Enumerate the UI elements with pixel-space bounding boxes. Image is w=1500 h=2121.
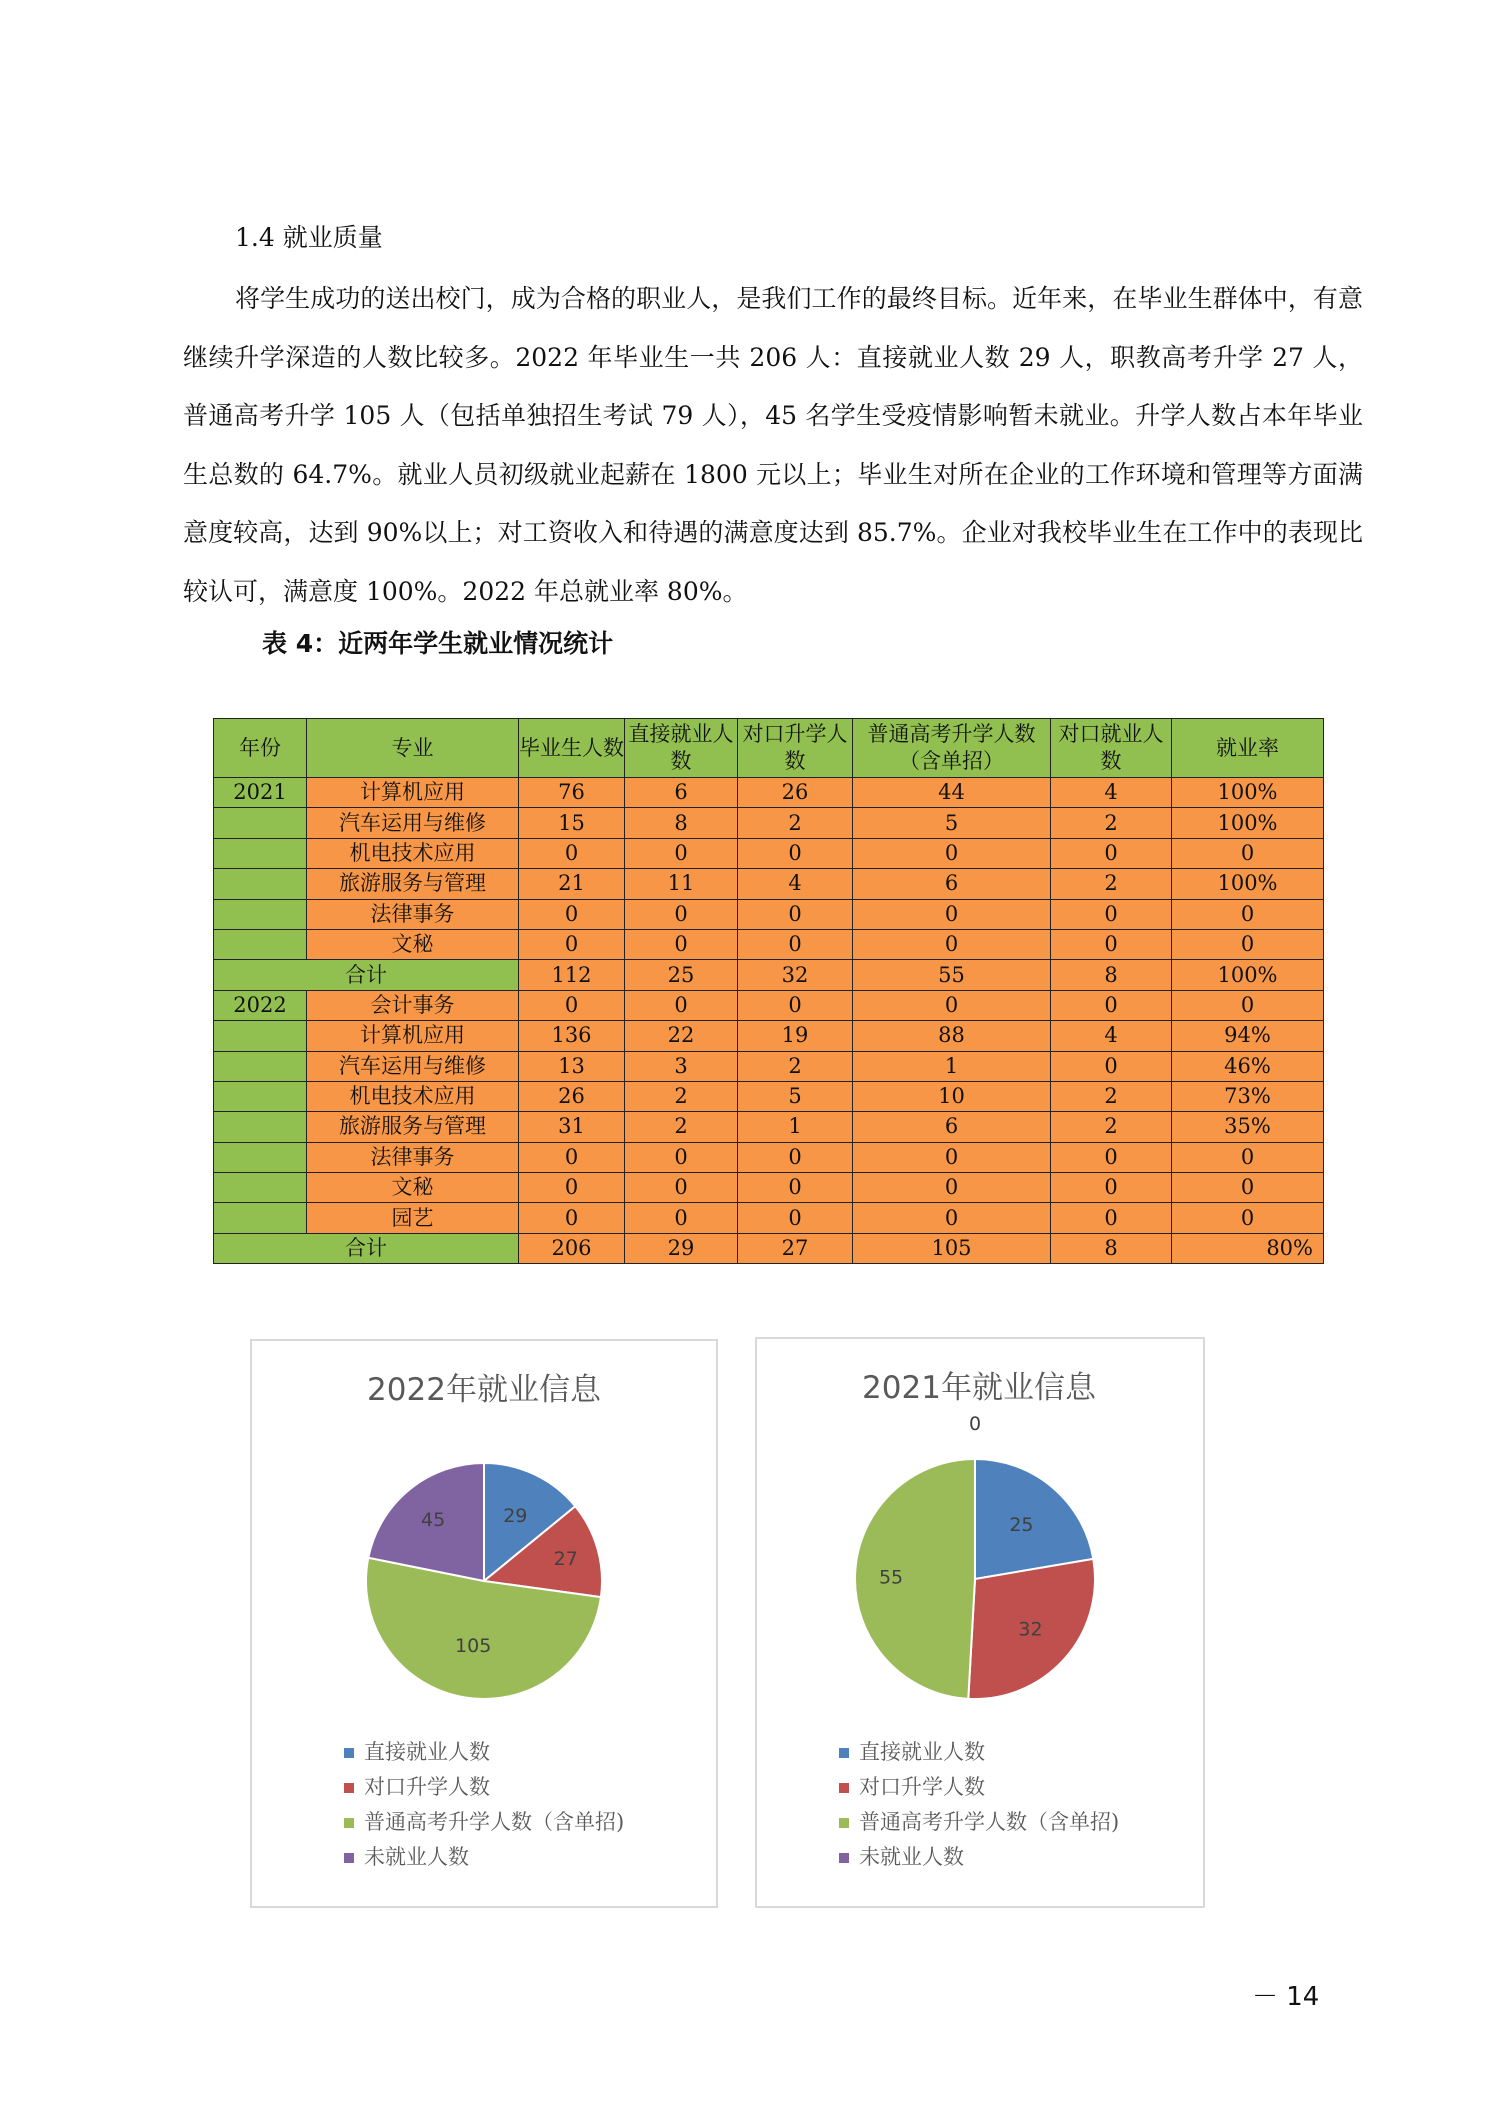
table-total-row bbox=[214, 960, 1324, 990]
table-cell: 0 bbox=[1172, 1173, 1324, 1203]
table-cell: 88 bbox=[853, 1021, 1051, 1051]
table-row bbox=[214, 869, 1324, 899]
table-cell: 1 bbox=[738, 1112, 853, 1142]
table-cell: 法律事务 bbox=[307, 1142, 519, 1172]
table-cell: 0 bbox=[738, 990, 853, 1020]
legend-label: 直接就业人数 bbox=[364, 1740, 490, 1764]
data-label: 29 bbox=[503, 1504, 528, 1527]
table-cell: 会计事务 bbox=[307, 990, 519, 1020]
table-cell: 13 bbox=[519, 1051, 625, 1081]
table-cell: 0 bbox=[519, 929, 625, 959]
table-cell: 文秘 bbox=[307, 929, 519, 959]
table-row bbox=[214, 1173, 1324, 1203]
legend-swatch bbox=[839, 1818, 849, 1828]
table-cell: 8 bbox=[625, 808, 738, 838]
legend-swatch bbox=[839, 1853, 849, 1863]
table-cell: 2 bbox=[625, 1081, 738, 1111]
table-cell: 8 bbox=[1051, 960, 1172, 990]
table-cell: 0 bbox=[853, 899, 1051, 929]
table-cell: 100% bbox=[1172, 778, 1324, 808]
legend-label: 未就业人数 bbox=[859, 1845, 964, 1869]
data-label: 27 bbox=[553, 1547, 578, 1570]
table-header-cell: 普通高考升学人数（含单招） bbox=[853, 719, 1051, 778]
table-cell: 2 bbox=[625, 1112, 738, 1142]
table-cell: 0 bbox=[625, 929, 738, 959]
year-cell bbox=[214, 869, 307, 899]
table-header-cell: 专业 bbox=[307, 719, 519, 778]
table-cell: 0 bbox=[1051, 899, 1172, 929]
table-cell: 6 bbox=[625, 778, 738, 808]
year-cell bbox=[214, 1142, 307, 1172]
table-cell: 法律事务 bbox=[307, 899, 519, 929]
table-cell: 合计 bbox=[214, 1233, 519, 1263]
table-cell: 2 bbox=[738, 1051, 853, 1081]
table-cell: 园艺 bbox=[307, 1203, 519, 1233]
table-cell: 0 bbox=[519, 838, 625, 868]
table-cell: 73% bbox=[1172, 1081, 1324, 1111]
table-cell: 0 bbox=[625, 990, 738, 1020]
page-number: － 14 bbox=[1252, 1982, 1320, 2012]
table-cell: 1 bbox=[853, 1051, 1051, 1081]
year-cell bbox=[214, 1081, 307, 1111]
table-cell: 0 bbox=[1051, 838, 1172, 868]
table-cell: 31 bbox=[519, 1112, 625, 1142]
legend-label: 未就业人数 bbox=[364, 1845, 469, 1869]
year-cell bbox=[214, 808, 307, 838]
table-cell: 26 bbox=[738, 778, 853, 808]
table-cell: 0 bbox=[1051, 1173, 1172, 1203]
table-cell: 136 bbox=[519, 1021, 625, 1051]
table-header-cell: 直接就业人数 bbox=[625, 719, 738, 778]
table-row bbox=[214, 1051, 1324, 1081]
table-cell: 0 bbox=[625, 1142, 738, 1172]
pie-chart-2021-svg bbox=[757, 1339, 1203, 1906]
table-cell: 0 bbox=[853, 1173, 1051, 1203]
employment-stats-table bbox=[213, 718, 1324, 1264]
table-row bbox=[214, 838, 1324, 868]
table-cell: 0 bbox=[1051, 1051, 1172, 1081]
table-cell: 0 bbox=[853, 990, 1051, 1020]
table-cell: 4 bbox=[738, 869, 853, 899]
table-cell: 55 bbox=[853, 960, 1051, 990]
table-cell: 0 bbox=[519, 1142, 625, 1172]
legend-swatch bbox=[344, 1748, 354, 1758]
table-cell: 80% bbox=[1172, 1233, 1324, 1263]
table-row bbox=[214, 1081, 1324, 1111]
table-cell: 26 bbox=[519, 1081, 625, 1111]
table-cell: 0 bbox=[738, 1203, 853, 1233]
table-row bbox=[214, 778, 1324, 808]
year-cell bbox=[214, 1203, 307, 1233]
legend-label: 普通高考升学人数（含单招) bbox=[364, 1810, 625, 1834]
table-cell: 5 bbox=[738, 1081, 853, 1111]
table-cell: 文秘 bbox=[307, 1173, 519, 1203]
table-header-cell: 毕业生人数 bbox=[519, 719, 625, 778]
table-cell: 0 bbox=[738, 1142, 853, 1172]
table-cell: 0 bbox=[1172, 990, 1324, 1020]
table-cell: 0 bbox=[738, 929, 853, 959]
body-paragraph bbox=[183, 270, 1363, 621]
chart-title: 2021年就业信息 bbox=[862, 1370, 1096, 1406]
data-label: 0 bbox=[968, 1413, 982, 1435]
table-cell: 2 bbox=[1051, 869, 1172, 899]
table-cell: 0 bbox=[1051, 929, 1172, 959]
data-label: 45 bbox=[421, 1508, 446, 1531]
table-header-cell: 对口升学人数 bbox=[738, 719, 853, 778]
table-cell: 32 bbox=[738, 960, 853, 990]
legend-swatch bbox=[344, 1818, 354, 1828]
table-cell: 0 bbox=[519, 899, 625, 929]
table-cell: 11 bbox=[625, 869, 738, 899]
table-cell: 15 bbox=[519, 808, 625, 838]
pie-chart-2022-svg bbox=[252, 1341, 716, 1906]
year-cell bbox=[214, 929, 307, 959]
chart-title: 2022年就业信息 bbox=[367, 1372, 601, 1408]
table-cell: 0 bbox=[519, 1203, 625, 1233]
data-label: 32 bbox=[1018, 1618, 1043, 1641]
table-cell: 10 bbox=[853, 1081, 1051, 1111]
table-cell: 44 bbox=[853, 778, 1051, 808]
data-label: 105 bbox=[455, 1634, 492, 1657]
legend-label: 对口升学人数 bbox=[364, 1775, 490, 1799]
table-cell: 0 bbox=[1051, 1142, 1172, 1172]
table-cell: 27 bbox=[738, 1233, 853, 1263]
table-row bbox=[214, 808, 1324, 838]
table-cell: 计算机应用 bbox=[307, 1021, 519, 1051]
table-cell: 0 bbox=[519, 990, 625, 1020]
table-cell: 0 bbox=[1172, 899, 1324, 929]
legend-label: 直接就业人数 bbox=[859, 1740, 985, 1764]
table-cell: 合计 bbox=[214, 960, 519, 990]
table-cell: 旅游服务与管理 bbox=[307, 1112, 519, 1142]
legend-swatch bbox=[344, 1783, 354, 1793]
table-cell: 5 bbox=[853, 808, 1051, 838]
year-cell: 2021 bbox=[214, 778, 307, 808]
table-row bbox=[214, 1142, 1324, 1172]
table-cell: 105 bbox=[853, 1233, 1051, 1263]
table-cell: 22 bbox=[625, 1021, 738, 1051]
year-cell bbox=[214, 1021, 307, 1051]
table-cell: 0 bbox=[625, 899, 738, 929]
table-cell: 94% bbox=[1172, 1021, 1324, 1051]
table-cell: 46% bbox=[1172, 1051, 1324, 1081]
table-cell: 100% bbox=[1172, 808, 1324, 838]
table-cell: 旅游服务与管理 bbox=[307, 869, 519, 899]
table-cell: 0 bbox=[625, 1203, 738, 1233]
table-cell: 112 bbox=[519, 960, 625, 990]
table-cell: 0 bbox=[1172, 838, 1324, 868]
table-cell: 4 bbox=[1051, 1021, 1172, 1051]
year-cell bbox=[214, 899, 307, 929]
table-row bbox=[214, 990, 1324, 1020]
table-cell: 21 bbox=[519, 869, 625, 899]
paragraph-text: 将学生成功的送出校门，成为合格的职业人，是我们工作的最终目标。近年来，在毕业生群体中，有意继续升学深造的人数比较多。2022 年毕业生一共 206 人：直接就业人数 29 人，职教高考升学 27 人，普通高考升学 105 人（包括单独招生考试 79 人），45 名学生受疫情影响暂未就业。升学人数占本年毕业生总数的 64.7%。就业人员初级就业起薪在 1800 元以上；毕业生对所在企业的工作环境和管理等方面满意度较高，达到 90%以上；对工资收入和待遇的满意度达到 85.7%。企业对我校毕业生在工作中的表现比较认可，满意度 100%。2022 年总就业率 80%。 bbox=[183, 284, 1363, 606]
table-cell: 8 bbox=[1051, 1233, 1172, 1263]
legend-swatch bbox=[839, 1783, 849, 1793]
table-cell: 0 bbox=[853, 1203, 1051, 1233]
table-cell: 100% bbox=[1172, 960, 1324, 990]
table-cell: 19 bbox=[738, 1021, 853, 1051]
data-label: 25 bbox=[1009, 1513, 1034, 1536]
table-cell: 2 bbox=[1051, 1112, 1172, 1142]
table-row bbox=[214, 1021, 1324, 1051]
table-cell: 100% bbox=[1172, 869, 1324, 899]
table-cell: 6 bbox=[853, 1112, 1051, 1142]
table-cell: 0 bbox=[853, 1142, 1051, 1172]
year-cell bbox=[214, 1173, 307, 1203]
table-cell: 0 bbox=[625, 1173, 738, 1203]
table-cell: 汽车运用与维修 bbox=[307, 1051, 519, 1081]
table-cell: 0 bbox=[1051, 990, 1172, 1020]
table-cell: 汽车运用与维修 bbox=[307, 808, 519, 838]
table-cell: 2 bbox=[738, 808, 853, 838]
table-cell: 0 bbox=[1172, 929, 1324, 959]
table-header-cell: 对口就业人数 bbox=[1051, 719, 1172, 778]
table-cell: 机电技术应用 bbox=[307, 838, 519, 868]
table-total-row bbox=[214, 1233, 1324, 1263]
data-label: 55 bbox=[878, 1566, 904, 1589]
legend-swatch bbox=[344, 1853, 354, 1863]
legend-label: 普通高考升学人数（含单招) bbox=[859, 1810, 1120, 1834]
table-cell: 25 bbox=[625, 960, 738, 990]
table-cell: 机电技术应用 bbox=[307, 1081, 519, 1111]
table-caption: 表 4：近两年学生就业情况统计 bbox=[262, 629, 614, 658]
year-cell bbox=[214, 1112, 307, 1142]
legend-swatch bbox=[839, 1748, 849, 1758]
table-cell: 0 bbox=[625, 838, 738, 868]
table-cell: 0 bbox=[1051, 1203, 1172, 1233]
table-cell: 6 bbox=[853, 869, 1051, 899]
table-cell: 0 bbox=[853, 838, 1051, 868]
table-header-cell: 年份 bbox=[214, 719, 307, 778]
table-cell: 0 bbox=[1172, 1142, 1324, 1172]
year-cell bbox=[214, 1051, 307, 1081]
pie-slice bbox=[855, 1459, 975, 1699]
year-cell bbox=[214, 838, 307, 868]
table-cell: 2 bbox=[1051, 1081, 1172, 1111]
table-row bbox=[214, 1203, 1324, 1233]
pie-chart-2022 bbox=[250, 1339, 718, 1908]
table-cell: 3 bbox=[625, 1051, 738, 1081]
year-cell: 2022 bbox=[214, 990, 307, 1020]
table-row bbox=[214, 1112, 1324, 1142]
table-cell: 0 bbox=[738, 899, 853, 929]
table-header-cell: 就业率 bbox=[1172, 719, 1324, 778]
table-row bbox=[214, 899, 1324, 929]
table-row bbox=[214, 929, 1324, 959]
table-cell: 2 bbox=[1051, 808, 1172, 838]
table-cell: 计算机应用 bbox=[307, 778, 519, 808]
legend-label: 对口升学人数 bbox=[859, 1775, 985, 1799]
table-cell: 0 bbox=[519, 1173, 625, 1203]
table-cell: 206 bbox=[519, 1233, 625, 1263]
table-cell: 29 bbox=[625, 1233, 738, 1263]
table-cell: 0 bbox=[853, 929, 1051, 959]
table-cell: 35% bbox=[1172, 1112, 1324, 1142]
table-cell: 0 bbox=[738, 1173, 853, 1203]
table-cell: 4 bbox=[1051, 778, 1172, 808]
pie-chart-2021 bbox=[755, 1337, 1205, 1908]
table-cell: 0 bbox=[738, 838, 853, 868]
table-cell: 0 bbox=[1172, 1203, 1324, 1233]
table-cell: 76 bbox=[519, 778, 625, 808]
section-title: 1.4 就业质量 bbox=[235, 223, 383, 252]
